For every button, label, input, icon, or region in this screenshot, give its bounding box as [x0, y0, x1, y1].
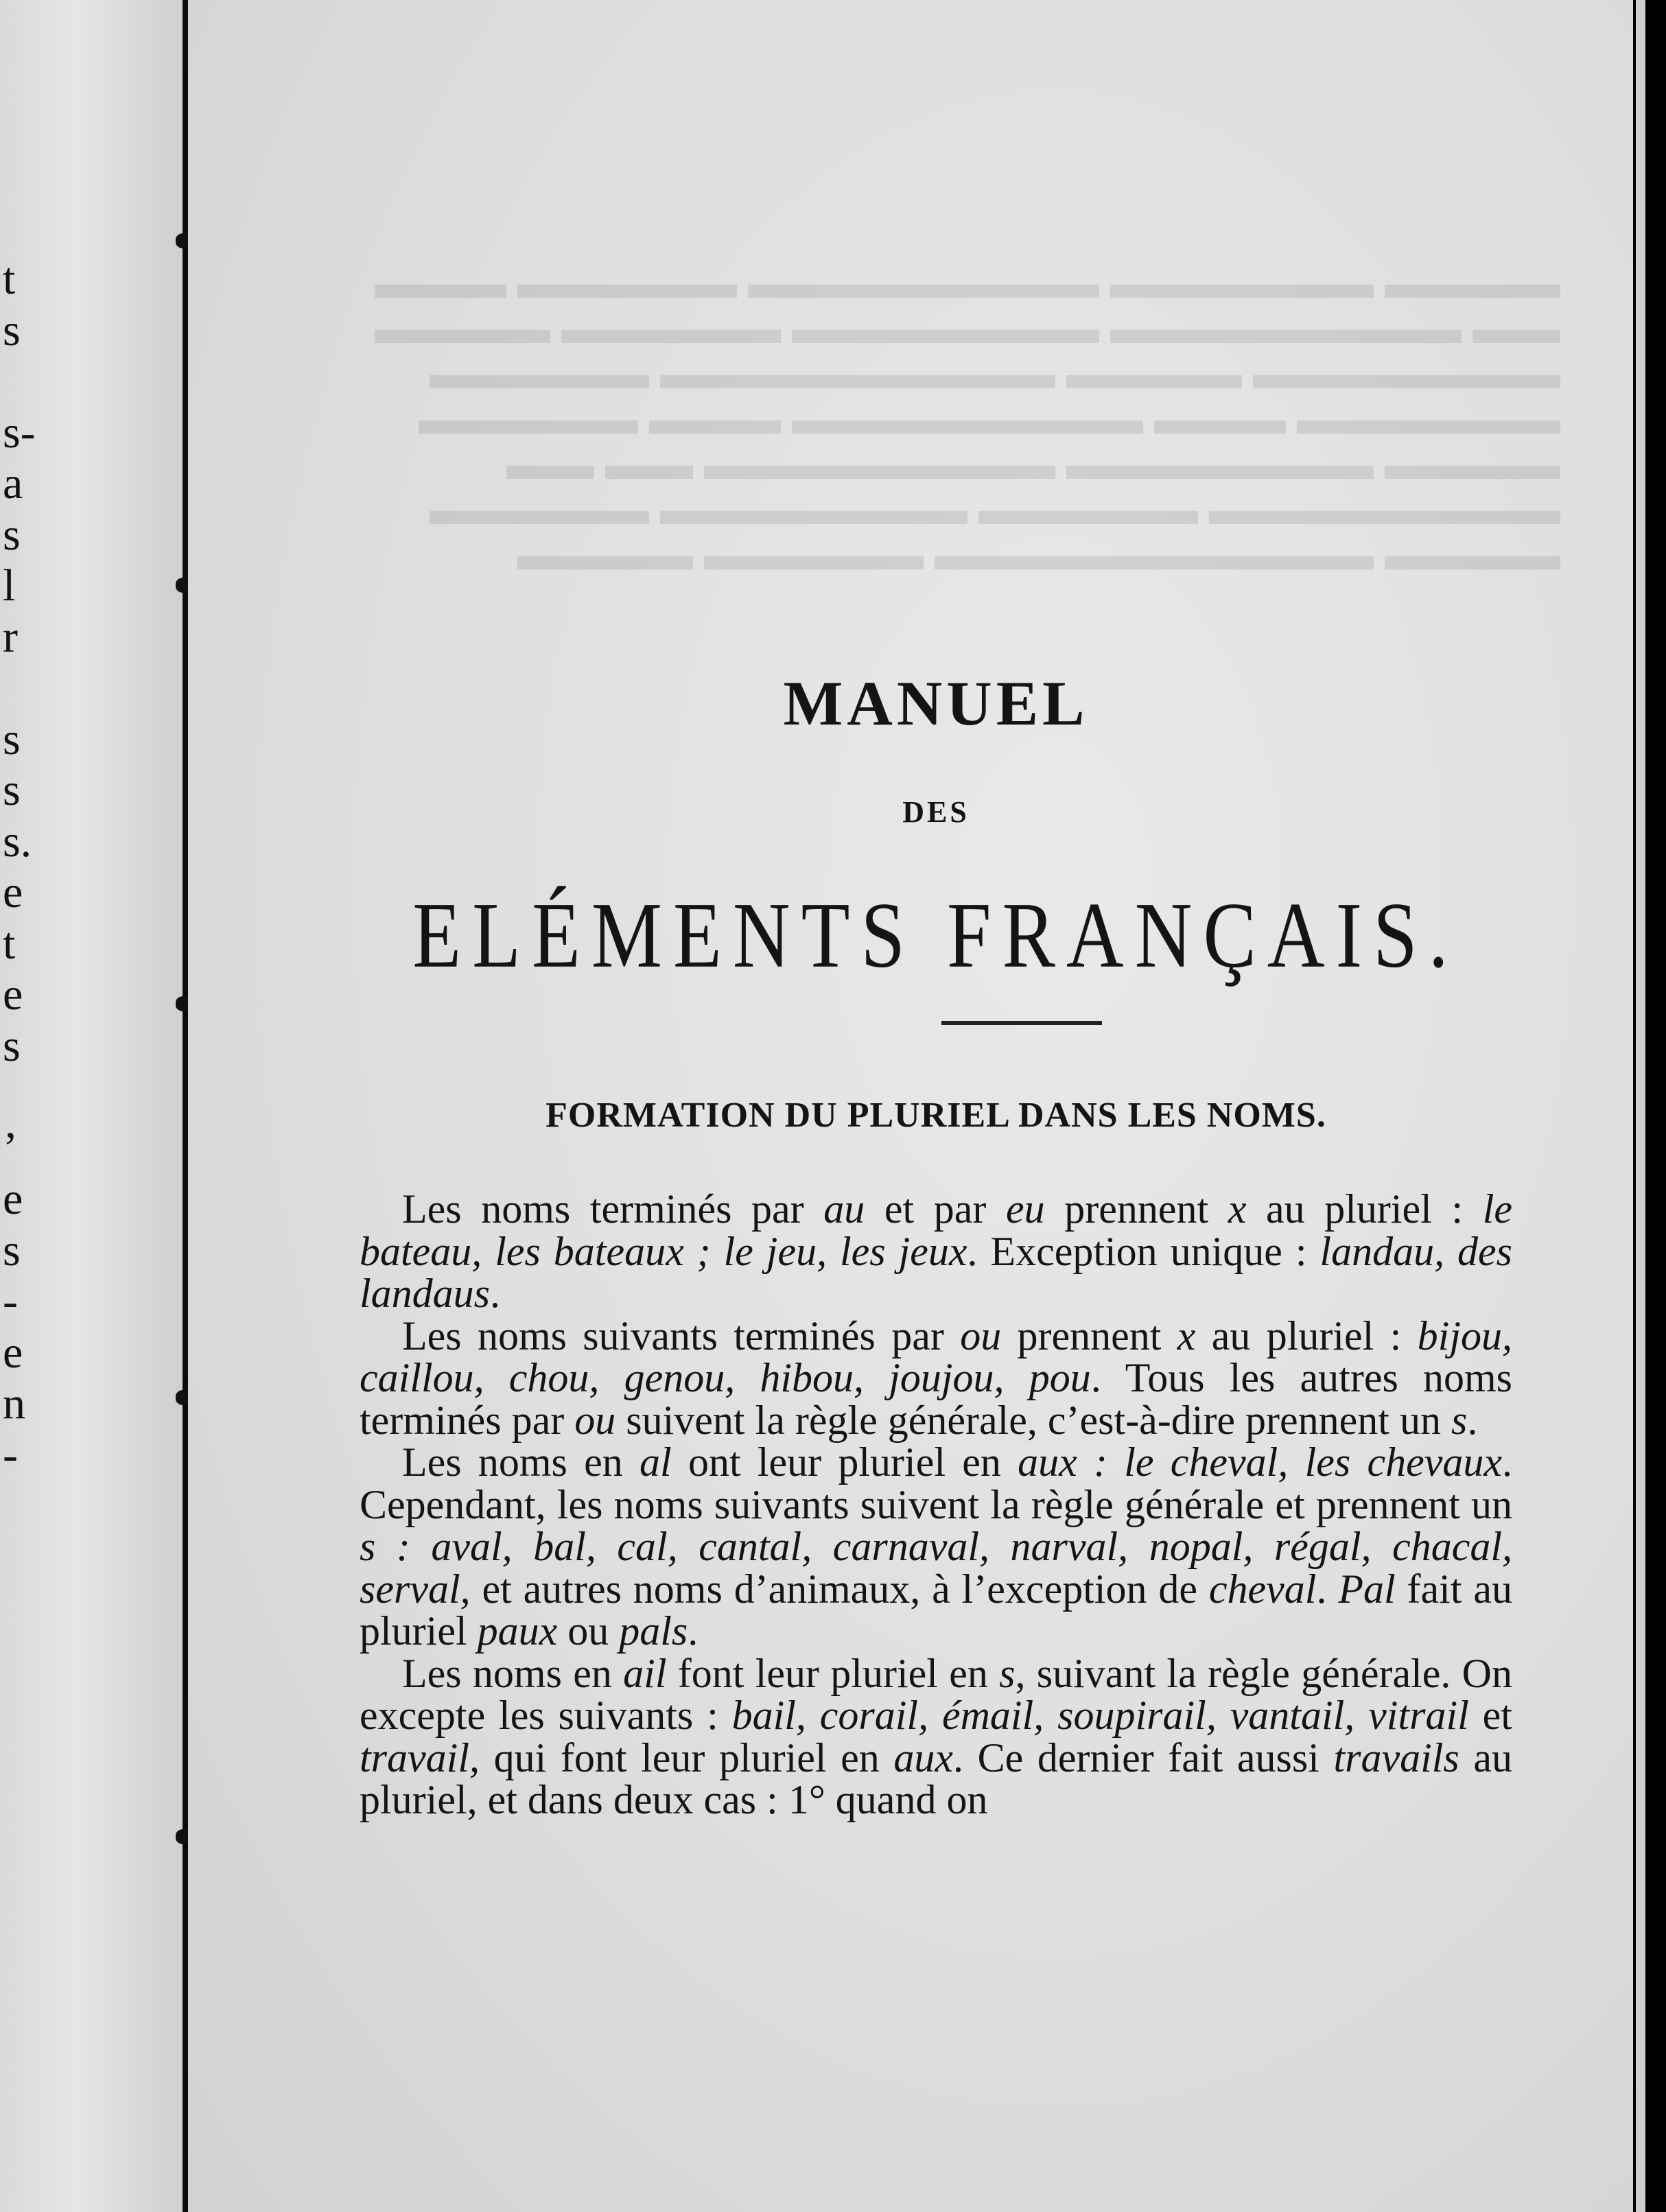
title-line-3: ELÉMENTS FRANÇAIS. [412, 884, 1459, 988]
bleed-through-texture: ▬▬▬▬ ▬▬▬▬▬▬ ▬▬▬▬▬▬▬▬ ▬▬▬▬▬ ▬▬▬ ▬▬ ▬▬▬▬▬▬▬▬ ▬▬▬▬▬▬▬ ▬▬▬▬▬ ▬▬▬▬ ▬▬▬▬▬▬▬ ▬▬▬▬ ▬▬▬▬▬▬▬▬▬ ▬▬▬▬▬ ▬▬▬▬▬▬ ▬▬▬ ▬▬▬▬▬▬▬▬ ▬▬▬ ▬▬▬▬▬ ▬▬▬▬ ▬▬▬▬▬▬▬ ▬▬▬▬▬▬▬▬ ▬▬ ▬▬ ▬▬▬▬▬▬▬▬ ▬▬▬▬▬ ▬▬▬▬▬▬▬ ▬▬▬▬▬ ▬▬▬▬ ▬▬▬▬▬▬▬▬▬▬ ▬▬▬▬▬ ▬▬▬▬ [375, 261, 1560, 578]
facing-page-letter: s [3, 305, 21, 355]
facing-page-letter [3, 356, 30, 408]
facing-page-letter: e [3, 1174, 23, 1224]
facing-page-letter: s [3, 1020, 21, 1071]
facing-page-letter: s. [3, 816, 32, 867]
facing-page-letter: e [3, 867, 23, 917]
facing-page-line-endings [3, 254, 36, 1481]
facing-page-letter: - [3, 1276, 18, 1326]
facing-page-letter [3, 663, 30, 714]
facing-page-letter: t [3, 254, 16, 304]
book-page [188, 0, 1633, 2212]
scan-right-border [1633, 0, 1666, 2212]
facing-page-letter: l [3, 561, 16, 611]
facing-page-letter: s- [3, 407, 36, 458]
title-rule [941, 1021, 1102, 1025]
facing-page-letter: s [3, 1225, 21, 1275]
page-edge-sliver [1636, 0, 1645, 2212]
facing-page-letter: s [3, 509, 21, 560]
facing-page-letter: e [3, 1327, 23, 1378]
facing-page-letter: - [3, 1429, 18, 1480]
facing-page-letter: ’ [3, 1122, 18, 1173]
facing-page-edge [0, 0, 184, 2212]
paragraph-3: Les noms en al ont leur pluriel en aux : le cheval, les chevaux. Cependant, les noms suivants suivent la règle générale et prennent un s : aval, bal, cal, cantal, carnaval, narval, nopal, régal, chacal, serval, et autres noms d’animaux, à l’exception de cheval. Pal fait au pluriel paux ou pals. [360, 1439, 1513, 1654]
facing-page-letter: n [3, 1378, 25, 1428]
facing-page-letter: s [3, 765, 21, 815]
facing-page-letter: a [3, 458, 23, 508]
facing-page-letter: e [3, 969, 23, 1020]
binding-gutter [183, 0, 188, 2212]
body-text [360, 1188, 1512, 1822]
title-line-1: MANUEL [783, 668, 1089, 738]
facing-page-letter: s [3, 714, 21, 764]
title-line-2: DES [902, 795, 970, 829]
paragraph-4: Les noms en ail font leur pluriel en s, suivant la règle générale. On excepte les suivants : bail, corail, émail, soupirail, vantail, vitrail et travail, qui font leur pluriel en aux. Ce dernier fait aussi travails au pluriel, et dans deux cas : 1° quand on [360, 1650, 1512, 1822]
section-heading: FORMATION DU PLURIEL DANS LES NOMS. [545, 1096, 1326, 1135]
facing-page-letter: r [3, 611, 18, 662]
facing-page-letter: t [3, 918, 16, 969]
facing-page-letter [3, 1072, 30, 1123]
paragraph-2: Les noms suivants terminés par ou prennent x au pluriel : bijou, caillou, chou, genou, hibou, joujou, pou. Tous les autres noms terminés par ou suivent la règle générale, c’est-à-dire prennent un s. [360, 1313, 1512, 1443]
paragraph-1: Les noms terminés par au et par eu prennent x au pluriel : le bateau, les bateaux ; le jeu, les jeux. Exception unique : landau, des landaus. [360, 1186, 1512, 1316]
